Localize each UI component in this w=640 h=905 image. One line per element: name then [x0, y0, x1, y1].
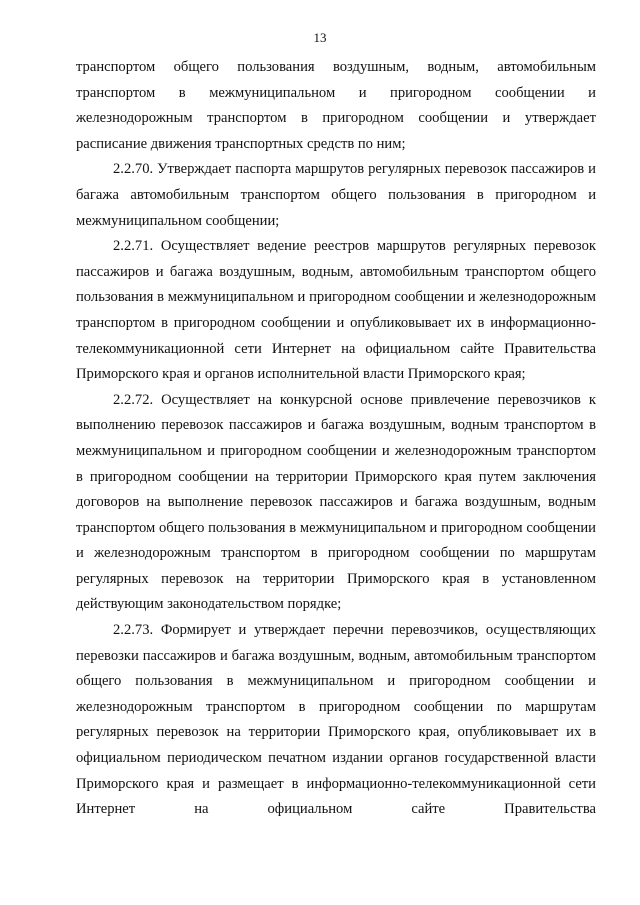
- paragraph-2-2-72: 2.2.72. Осуществляет на конкурсной основе привлечение перевозчиков к выполнению перевозок пассажиров и багажа воздушным, водным транспортом в межмуниципальном и пригородном сообщении и железнодорожным транспортом в пригородном сообщении на территории Приморского края путем заключения договоров на выполнение перевозок пассажиров и багажа воздушным, водным транспортом общего пользования в межмуниципальном и пригородном сообщении и железнодорожным транспортом в пригородном сообщении по маршрутам регулярных перевозок на территории Приморского края в установленном действующим законодательством порядке;: [76, 391, 596, 613]
- document-body: [76, 55, 596, 823]
- paragraph-2-2-71: 2.2.71. Осуществляет ведение реестров маршрутов регулярных перевозок пассажиров и багажа воздушным, водным, автомобильным транспортом общего пользования в межмуниципальном и пригородном сообщении и железнодорожным транспортом в пригородном сообщении и опубликовывает их в информационно-телекоммуникационной сети Интернет на официальном сайте Правительства Приморского края и органов исполнительной власти Приморского края;: [76, 238, 596, 383]
- paragraph-continued: транспортом общего пользования воздушным, водным, автомобильным транспортом в межмуниципальном и пригородном сообщении и железнодорожным транспортом в пригородном сообщении и утверждает расписание движения транспортных средств по ним;: [76, 59, 596, 152]
- paragraph-2-2-70: 2.2.70. Утверждает паспорта маршрутов регулярных перевозок пассажиров и багажа автомобильным транспортом общего пользования в пригородном и межмуниципальном сообщении;: [76, 161, 596, 229]
- page-number: 13: [313, 30, 327, 45]
- paragraph-2-2-73: 2.2.73. Формирует и утверждает перечни перевозчиков, осуществляющих перевозки пассажиров и багажа воздушным, водным, автомобильным транспортом общего пользования в межмуниципальном и пригородном сообщении и железнодорожным транспортом в пригородном сообщении по маршрутам регулярных перевозок на территории Приморского края, опубликовывает их в официальном периодическом печатном издании органов государственной власти Приморского края и размещает в информационно-телекоммуникационной сети Интернет на официальном сайте Правительства: [76, 622, 596, 818]
